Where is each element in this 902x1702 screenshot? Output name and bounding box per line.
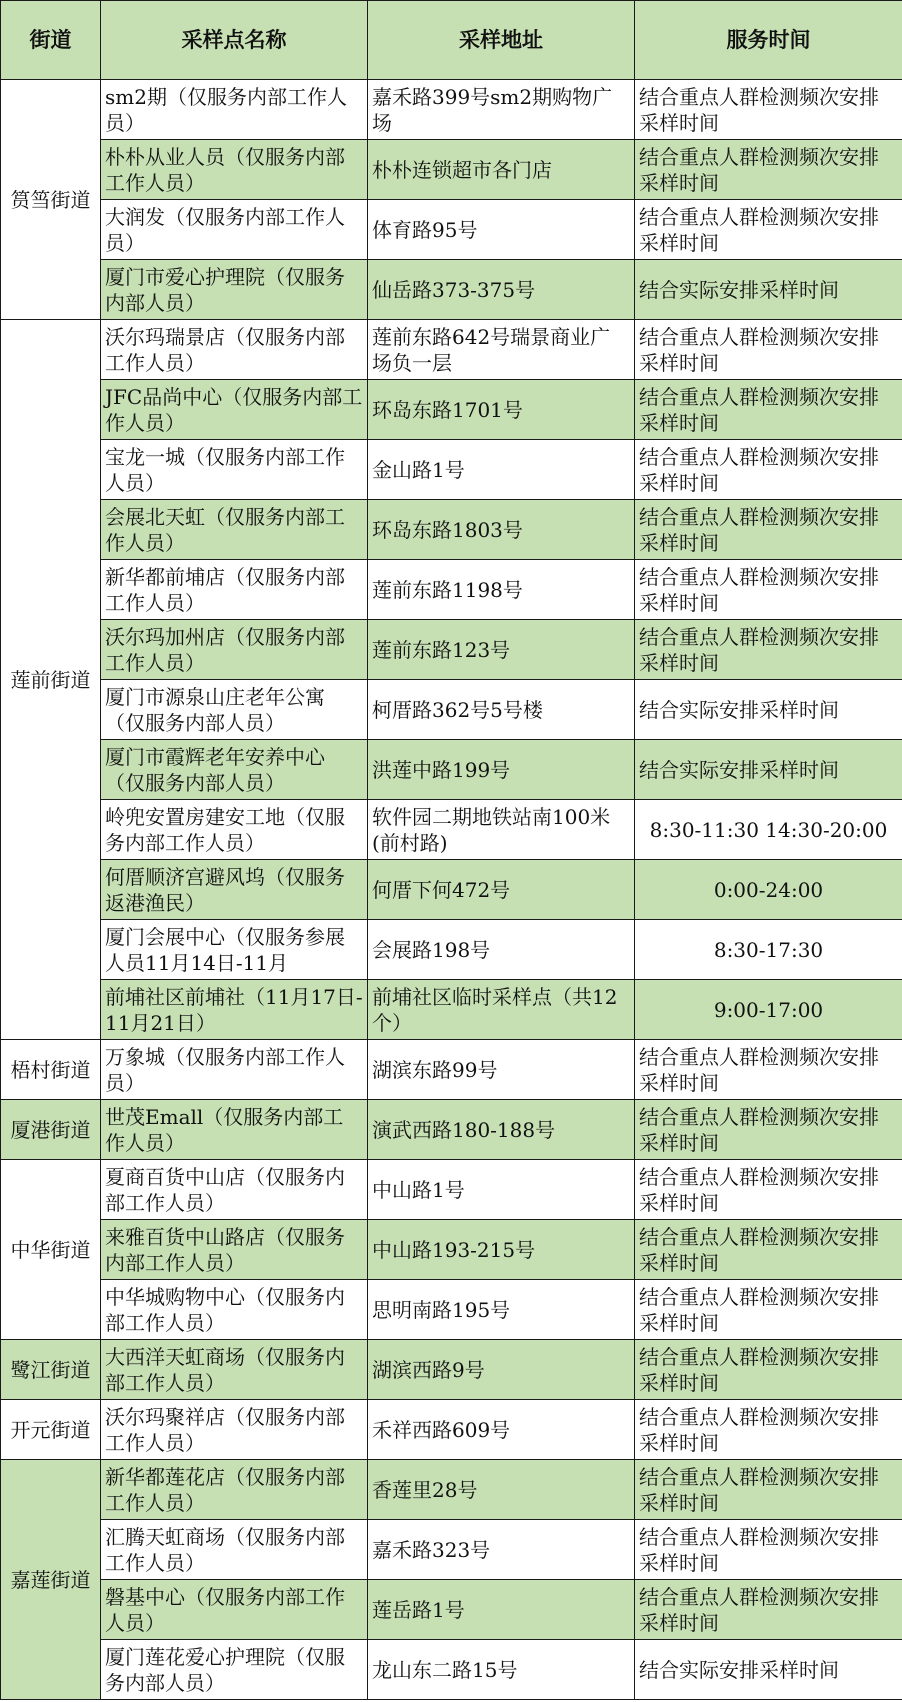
site-name-cell: 前埔社区前埔社（11月17日-11月21日） [101, 980, 368, 1040]
table-row [1, 1580, 902, 1640]
table-row [1, 440, 902, 500]
service-time-cell: 结合重点人群检测频次安排采样时间 [635, 1400, 902, 1460]
address-cell: 何厝下何472号 [368, 860, 635, 920]
address-cell: 仙岳路373-375号 [368, 260, 635, 320]
district-cell: 嘉莲街道 [1, 1460, 101, 1700]
table-row [1, 1400, 902, 1460]
header-row [1, 1, 902, 80]
table-row [1, 1100, 902, 1160]
table-row [1, 740, 902, 800]
site-name-cell: 中华城购物中心（仅服务内部工作人员） [101, 1280, 368, 1340]
site-name-cell: 世茂Emall（仅服务内部工作人员） [101, 1100, 368, 1160]
address-cell: 莲前东路642号瑞景商业广场负一层 [368, 320, 635, 380]
table-row [1, 140, 902, 200]
address-cell: 环岛东路1803号 [368, 500, 635, 560]
address-cell: 中山路1号 [368, 1160, 635, 1220]
service-time-cell: 结合实际安排采样时间 [635, 1640, 902, 1700]
address-cell: 思明南路195号 [368, 1280, 635, 1340]
service-time-cell: 8:30-17:30 [635, 920, 902, 980]
service-time-cell: 结合重点人群检测频次安排采样时间 [635, 1280, 902, 1340]
address-cell: 香莲里28号 [368, 1460, 635, 1520]
site-name-cell: 厦门市爱心护理院（仅服务内部人员） [101, 260, 368, 320]
district-cell: 筼筜街道 [1, 80, 101, 320]
address-cell: 洪莲中路199号 [368, 740, 635, 800]
site-name-cell: JFC品尚中心（仅服务内部工作人员） [101, 380, 368, 440]
address-cell: 体育路95号 [368, 200, 635, 260]
table-row [1, 200, 902, 260]
table-row [1, 920, 902, 980]
address-cell: 中山路193-215号 [368, 1220, 635, 1280]
table-row [1, 1640, 902, 1700]
site-name-cell: 夏商百货中山店（仅服务内部工作人员） [101, 1160, 368, 1220]
site-name-cell: 万象城（仅服务内部工作人员） [101, 1040, 368, 1100]
table-row [1, 1340, 902, 1400]
district-cell: 开元街道 [1, 1400, 101, 1460]
table-row [1, 680, 902, 740]
site-name-cell: 大润发（仅服务内部工作人员） [101, 200, 368, 260]
table-row [1, 980, 902, 1040]
service-time-cell: 结合重点人群检测频次安排采样时间 [635, 200, 902, 260]
district-cell: 梧村街道 [1, 1040, 101, 1100]
header-site-name: 采样点名称 [101, 1, 368, 80]
service-time-cell: 结合重点人群检测频次安排采样时间 [635, 1460, 902, 1520]
address-cell: 前埔社区临时采样点（共12个） [368, 980, 635, 1040]
site-name-cell: 厦门市霞辉老年安养中心（仅服务内部人员） [101, 740, 368, 800]
table-row [1, 1460, 902, 1520]
table-row [1, 80, 902, 140]
site-name-cell: 新华都前埔店（仅服务内部工作人员） [101, 560, 368, 620]
site-name-cell: 厦门市源泉山庄老年公寓（仅服务内部人员） [101, 680, 368, 740]
address-cell: 演武西路180-188号 [368, 1100, 635, 1160]
service-time-cell: 结合重点人群检测频次安排采样时间 [635, 1340, 902, 1400]
site-name-cell: sm2期（仅服务内部工作人员） [101, 80, 368, 140]
site-name-cell: 会展北天虹（仅服务内部工作人员） [101, 500, 368, 560]
address-cell: 朴朴连锁超市各门店 [368, 140, 635, 200]
address-cell: 环岛东路1701号 [368, 380, 635, 440]
table-row [1, 1040, 902, 1100]
table-header [1, 1, 902, 80]
district-cell: 莲前街道 [1, 320, 101, 1040]
address-cell: 湖滨东路99号 [368, 1040, 635, 1100]
address-cell: 莲前东路123号 [368, 620, 635, 680]
table-row [1, 1220, 902, 1280]
header-address: 采样地址 [368, 1, 635, 80]
site-name-cell: 岭兜安置房建安工地（仅服务内部工作人员） [101, 800, 368, 860]
table-row [1, 260, 902, 320]
service-time-cell: 结合重点人群检测频次安排采样时间 [635, 1580, 902, 1640]
table-row [1, 620, 902, 680]
table-body [1, 80, 902, 1700]
service-time-cell: 8:30-11:30 14:30-20:00 [635, 800, 902, 860]
service-time-cell: 结合实际安排采样时间 [635, 680, 902, 740]
service-time-cell: 结合重点人群检测频次安排采样时间 [635, 1040, 902, 1100]
service-time-cell: 结合重点人群检测频次安排采样时间 [635, 380, 902, 440]
site-name-cell: 何厝顺济宫避风坞（仅服务返港渔民） [101, 860, 368, 920]
address-cell: 龙山东二路15号 [368, 1640, 635, 1700]
address-cell: 金山路1号 [368, 440, 635, 500]
site-name-cell: 沃尔玛聚祥店（仅服务内部工作人员） [101, 1400, 368, 1460]
service-time-cell: 0:00-24:00 [635, 860, 902, 920]
header-district: 街道 [1, 1, 101, 80]
address-cell: 会展路198号 [368, 920, 635, 980]
address-cell: 柯厝路362号5号楼 [368, 680, 635, 740]
table-row [1, 560, 902, 620]
header-service-time: 服务时间 [635, 1, 902, 80]
address-cell: 湖滨西路9号 [368, 1340, 635, 1400]
service-time-cell: 结合重点人群检测频次安排采样时间 [635, 1520, 902, 1580]
service-time-cell: 结合重点人群检测频次安排采样时间 [635, 140, 902, 200]
district-cell: 鹭江街道 [1, 1340, 101, 1400]
service-time-cell: 结合重点人群检测频次安排采样时间 [635, 1100, 902, 1160]
address-cell: 软件园二期地铁站南100米(前村路) [368, 800, 635, 860]
address-cell: 嘉禾路323号 [368, 1520, 635, 1580]
site-name-cell: 宝龙一城（仅服务内部工作人员） [101, 440, 368, 500]
site-name-cell: 汇腾天虹商场（仅服务内部工作人员） [101, 1520, 368, 1580]
table-row [1, 1280, 902, 1340]
table-row [1, 500, 902, 560]
service-time-cell: 9:00-17:00 [635, 980, 902, 1040]
table-row [1, 1520, 902, 1580]
address-cell: 莲岳路1号 [368, 1580, 635, 1640]
site-name-cell: 磐基中心（仅服务内部工作人员） [101, 1580, 368, 1640]
site-name-cell: 厦门会展中心（仅服务参展人员11月14日-11月 [101, 920, 368, 980]
service-time-cell: 结合重点人群检测频次安排采样时间 [635, 500, 902, 560]
address-cell: 禾祥西路609号 [368, 1400, 635, 1460]
table-row [1, 320, 902, 380]
table-row [1, 860, 902, 920]
service-time-cell: 结合重点人群检测频次安排采样时间 [635, 440, 902, 500]
service-time-cell: 结合重点人群检测频次安排采样时间 [635, 560, 902, 620]
service-time-cell: 结合实际安排采样时间 [635, 260, 902, 320]
site-name-cell: 来雅百货中山路店（仅服务内部工作人员） [101, 1220, 368, 1280]
service-time-cell: 结合重点人群检测频次安排采样时间 [635, 1160, 902, 1220]
service-time-cell: 结合重点人群检测频次安排采样时间 [635, 620, 902, 680]
service-time-cell: 结合重点人群检测频次安排采样时间 [635, 320, 902, 380]
service-time-cell: 结合实际安排采样时间 [635, 740, 902, 800]
address-cell: 嘉禾路399号sm2期购物广场 [368, 80, 635, 140]
address-cell: 莲前东路1198号 [368, 560, 635, 620]
district-cell: 中华街道 [1, 1160, 101, 1340]
district-cell: 厦港街道 [1, 1100, 101, 1160]
table-row [1, 1160, 902, 1220]
site-name-cell: 沃尔玛加州店（仅服务内部工作人员） [101, 620, 368, 680]
site-name-cell: 厦门莲花爱心护理院（仅服务内部人员） [101, 1640, 368, 1700]
table-row [1, 380, 902, 440]
site-name-cell: 沃尔玛瑞景店（仅服务内部工作人员） [101, 320, 368, 380]
service-time-cell: 结合重点人群检测频次安排采样时间 [635, 80, 902, 140]
service-time-cell: 结合重点人群检测频次安排采样时间 [635, 1220, 902, 1280]
site-name-cell: 朴朴从业人员（仅服务内部工作人员） [101, 140, 368, 200]
site-name-cell: 大西洋天虹商场（仅服务内部工作人员） [101, 1340, 368, 1400]
site-name-cell: 新华都莲花店（仅服务内部工作人员） [101, 1460, 368, 1520]
table-row [1, 800, 902, 860]
